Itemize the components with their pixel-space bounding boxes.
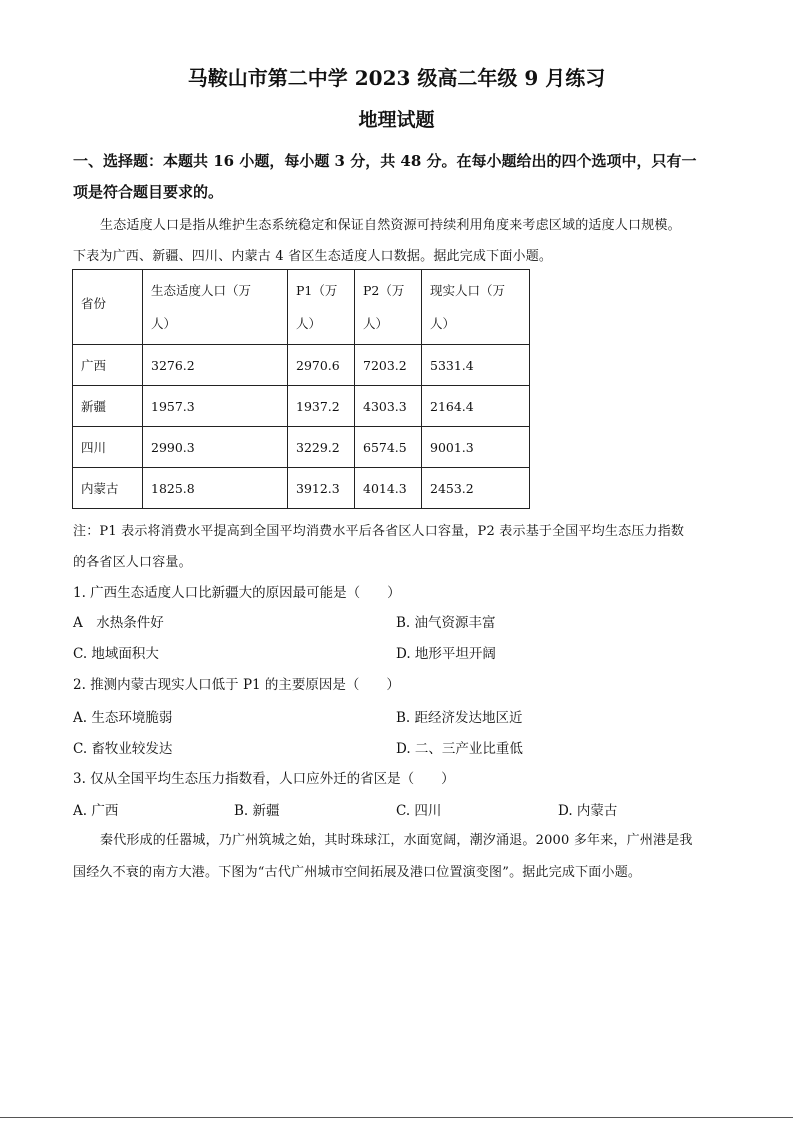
passage2-line2: 国经久不衰的南方大港。下图为“古代广州城市空间拓展及港口位置演变图”。据此完成下面小题。 (73, 865, 642, 880)
option-d[interactable]: D. 内蒙古 (558, 803, 618, 819)
table-cell: 5331.4 (422, 345, 530, 386)
option-c[interactable]: C. 畜牧业较发达 (73, 741, 173, 757)
section-heading-line2: 项是符合题目要求的。 (73, 183, 224, 201)
table-cell: 四川 (73, 427, 143, 468)
table-cell: 3229.2 (288, 427, 355, 468)
option-d[interactable]: D. 地形平坦开阔 (396, 646, 496, 662)
table-cell: 1957.3 (143, 386, 288, 427)
option-c[interactable]: C. 地域面积大 (73, 646, 159, 662)
option-d[interactable]: D. 二、三产业比重低 (396, 741, 523, 757)
table-cell: 9001.3 (422, 427, 530, 468)
table-note-line2: 的各省区人口容量。 (73, 555, 192, 570)
table-cell: 4303.3 (355, 386, 422, 427)
table-note-line1: 注：P1 表示将消费水平提高到全国平均消费水平后各省区人口容量，P2 表示基于全国平均生态压力指数 (73, 524, 685, 539)
passage1-line1: 生态适度人口是指从维护生态系统稳定和保证自然资源可持续利用角度来考虑区域的适度人口规模。 (100, 218, 681, 233)
option-a[interactable]: A. 广西 (73, 803, 119, 819)
table-cell: 7203.2 (355, 345, 422, 386)
table-cell: 1825.8 (143, 468, 288, 509)
option-b[interactable]: B. 新疆 (234, 803, 280, 819)
table-header-cell: P1（万 人） (288, 270, 355, 345)
table-row (73, 427, 530, 468)
table-cell: 内蒙古 (73, 468, 143, 509)
subject-title: 地理试题 (358, 109, 435, 131)
table-cell: 广西 (73, 345, 143, 386)
table-cell: 1937.2 (288, 386, 355, 427)
table-cell: 2990.3 (143, 427, 288, 468)
table-header-row (73, 270, 530, 345)
table-header-cell: 生态适度人口（万 人） (143, 270, 288, 345)
table-cell: 2970.6 (288, 345, 355, 386)
exam-title: 马鞍山市第二中学 2023 级高二年级 9 月练习 (187, 66, 606, 90)
table-header-cell: 省份 (73, 270, 143, 345)
table-cell: 3276.2 (143, 345, 288, 386)
option-b[interactable]: B. 距经济发达地区近 (396, 710, 523, 726)
table-row (73, 345, 530, 386)
table-cell: 新疆 (73, 386, 143, 427)
table-cell: 4014.3 (355, 468, 422, 509)
table-cell: 3912.3 (288, 468, 355, 509)
page-bottom-rule (0, 1117, 793, 1118)
table-row (73, 386, 530, 427)
option-c[interactable]: C. 四川 (396, 803, 442, 819)
option-a[interactable]: A. 生态环境脆弱 (73, 710, 173, 726)
option-a[interactable]: A 水热条件好 (73, 615, 164, 631)
table-row (73, 468, 530, 509)
table-cell: 6574.5 (355, 427, 422, 468)
passage2-line1: 秦代形成的任嚣城，乃广州筑城之始，其时珠球江，水面宽阔，潮汐涌退。2000 多年来，广州港是我 (100, 833, 693, 848)
table-header-cell: 现实人口（万 人） (422, 270, 530, 345)
passage1-line2: 下表为广西、新疆、四川、内蒙古 4 省区生态适度人口数据。据此完成下面小题。 (73, 249, 553, 264)
question-stem: 3. 仅从全国平均生态压力指数看，人口应外迁的省区是（ ） (73, 771, 455, 787)
section-heading-line1: 一、选择题：本题共 16 小题，每小题 3 分，共 48 分。在每小题给出的四个选项中，只有一 (73, 152, 697, 170)
question-stem: 1. 广西生态适度人口比新疆大的原因最可能是（ ） (73, 585, 401, 601)
question-stem: 2. 推测内蒙古现实人口低于 P1 的主要原因是（ ） (73, 677, 400, 693)
table-header-cell: P2（万 人） (355, 270, 422, 345)
table-cell: 2453.2 (422, 468, 530, 509)
population-table (72, 269, 530, 509)
table-cell: 2164.4 (422, 386, 530, 427)
option-b[interactable]: B. 油气资源丰富 (396, 615, 496, 631)
